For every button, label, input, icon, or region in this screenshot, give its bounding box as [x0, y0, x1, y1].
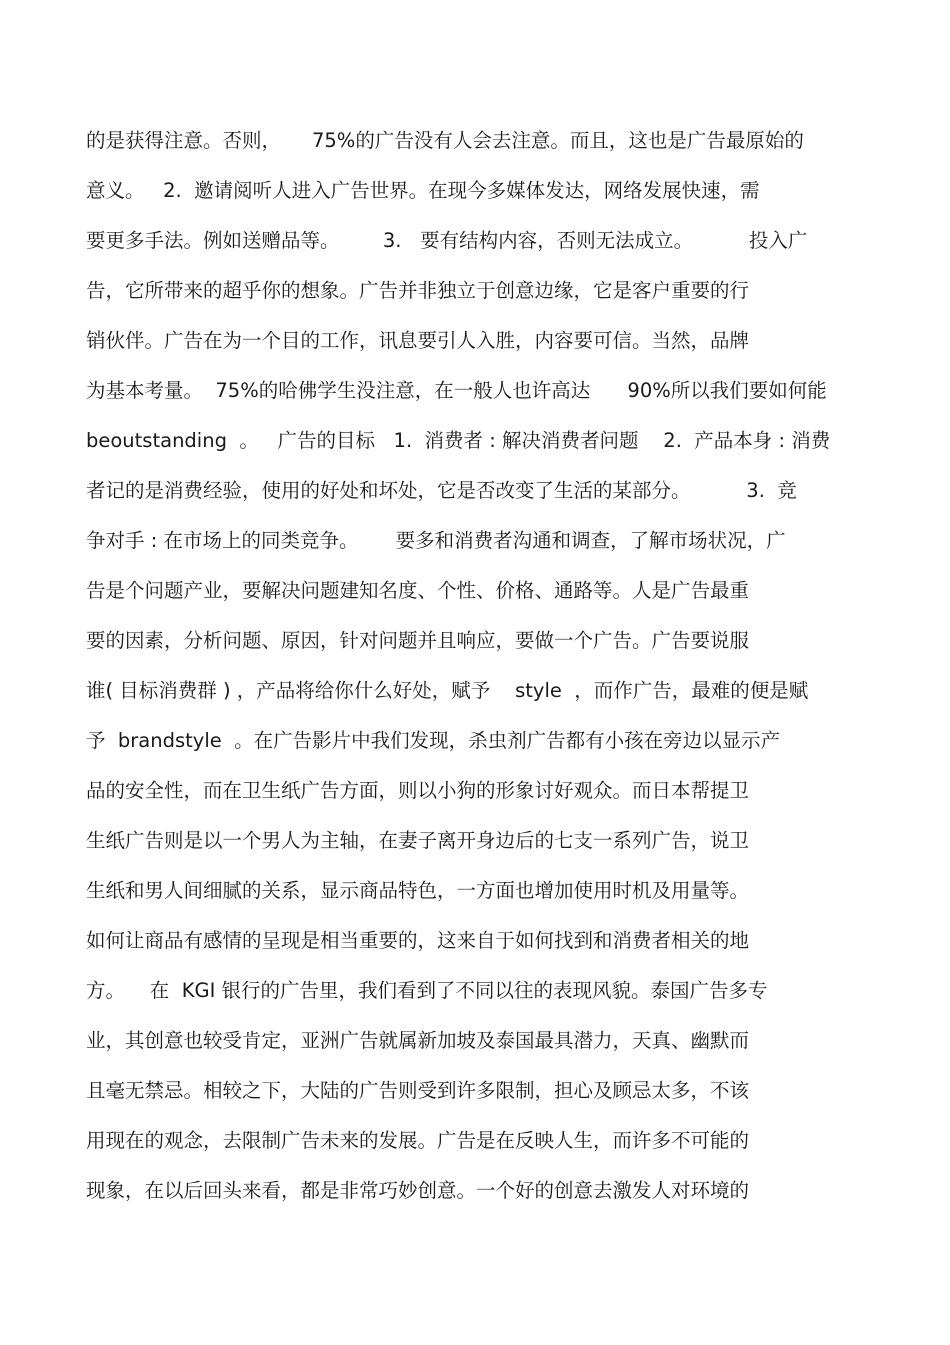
text-line: 要的因素，分析问题、原因，针对问题并且响应，要做一个广告。广告要说服	[86, 629, 750, 652]
text-line: 告，它所带来的超乎你的想象。广告并非独立于创意边缘，它是客户重要的行	[86, 279, 750, 302]
text-line: 谁( 目标消费群 ) ，产品将给你什么好处，赋予 style ，而作广告，最难的便是赋	[86, 679, 809, 702]
text-line: 意义。 2. 邀请阅听人进入广告世界。在现今多媒体发达，网络发展快速，需	[86, 179, 760, 202]
text-line: 生纸广告则是以一个男人为主轴，在妻子离开身边后的七支一系列广告，说卫	[86, 829, 750, 852]
text-line: 争对手 : 在市场上的同类竞争。 要多和消费者沟通和调查，了解市场状况，广	[86, 529, 786, 552]
text-line: 生纸和男人间细腻的关系，显示商品特色，一方面也增加使用时机及用量等。	[86, 879, 750, 902]
text-line: 的是获得注意。否则， 75%的广告没有人会去注意。而且，这也是广告最原始的	[86, 129, 804, 152]
text-line: 现象，在以后回头来看，都是非常巧妙创意。一个好的创意去激发人对环境的	[86, 1179, 750, 1202]
text-line: 者记的是消费经验，使用的好处和坏处，它是否改变了生活的某部分。 3. 竞	[86, 479, 797, 502]
text-line: beoutstanding 。 广告的目标 1. 消费者 : 解决消费者问题 2. 产品本身 : 消费	[86, 429, 831, 452]
text-line: 且毫无禁忌。相较之下，大陆的广告则受到许多限制，担心及顾忌太多，不该	[86, 1079, 750, 1102]
text-line: 予 brandstyle 。在广告影片中我们发现，杀虫剂广告都有小孩在旁边以显示产	[86, 729, 781, 752]
text-line: 告是个问题产业，要解决问题建知名度、个性、价格、通路等。人是广告最重	[86, 579, 750, 602]
text-line: 品的安全性，而在卫生纸广告方面，则以小狗的形象讨好观众。而日本帮提卫	[86, 779, 750, 802]
body-text	[86, 121, 876, 1221]
text-line: 方。 在 KGI 银行的广告里，我们看到了不同以往的表现风貌。泰国广告多专	[86, 979, 768, 1002]
text-line: 业，其创意也较受肯定，亚洲广告就属新加坡及泰国最具潜力，天真、幽默而	[86, 1029, 750, 1052]
text-line: 如何让商品有感情的呈现是相当重要的，这来自于如何找到和消费者相关的地	[86, 929, 750, 952]
text-line: 为基本考量。 75%的哈佛学生没注意，在一般人也许高达 90%所以我们要如何能	[86, 379, 827, 402]
text-line: 要更多手法。例如送赠品等。 3. 要有结构内容，否则无法成立。 投入广	[86, 229, 808, 252]
text-line: 销伙伴。广告在为一个目的工作，讯息要引人入胜，内容要可信。当然，品牌	[86, 329, 750, 352]
text-line: 用现在的观念，去限制广告未来的发展。广告是在反映人生，而许多不可能的	[86, 1129, 750, 1152]
